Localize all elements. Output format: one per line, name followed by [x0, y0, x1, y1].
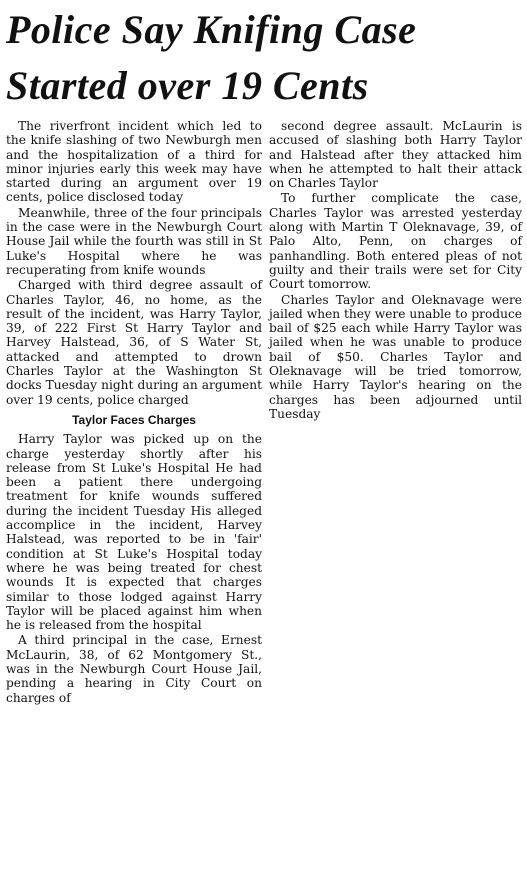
- paragraph: The riverfront incident which led to the knife slashing of two Newburgh men and the hospitalization of a third for minor injuries early this week may have started during an argument over 19 cents, police disclosed today: [6, 119, 262, 205]
- paragraph: Meanwhile, three of the four principals in the case were in the Newburgh Court House Jail while the fourth was still in St Luke's Hospital where he was recuperating from knife wounds: [6, 205, 262, 277]
- headline-line-2: Started over 19 Cents: [6, 63, 369, 108]
- article-left-column: [6, 119, 262, 706]
- paragraph: second degree assault. McLaurin is accused of slashing both Harry Taylor and Halstead after they attacked him when he attempted to halt their attack on Charles Taylor: [269, 119, 522, 191]
- paragraph: To further complicate the case, Charles Taylor was arrested yesterday along with Martin T Oleknavage, 39, of Palo Alto, Penn, on charges of panhandling. Both entered pleas of not guilty and their trails were set for City Court tomorrow.: [269, 191, 522, 292]
- headline: [6, 2, 524, 114]
- paragraph: Charged with third degree assault of Charles Taylor, 46, no home, as the result of the incident, was Harry Taylor, 39, of 222 First St Harry Taylor and Harvey Halstead, 36, of S Water St, attacked and attempted to drown Charles Taylor at the Washington St docks Tuesday night during an argument over 19 cents, police charged: [6, 278, 262, 407]
- paragraph: Harry Taylor was picked up on the charge yesterday shortly after his release from St Luke's Hospital He had been a patient there undergoing treatment for knife wounds suffered during the incident Tuesday His alleged accomplice in the incident, Harvey Halstead, was reported to be in 'fair' condition at St Luke's Hospital today where he was being treated for chest wounds It is expected that charges similar to those lodged against Harry Taylor will be placed against him when he is released from the hospital: [6, 432, 262, 633]
- paragraph: Charles Taylor and Oleknavage were jailed when they were unable to produce bail of $25 each while Harry Taylor was jailed when he was unable to produce bail of $50. Charles Taylor and Oleknavage will be tried tomorrow, while Harry Taylor's hearing on the charges has been adjourned until Tuesday: [269, 292, 522, 421]
- subhead: Taylor Faces Charges: [72, 412, 196, 427]
- headline-line-1: Police Say Knifing Case: [6, 7, 417, 52]
- article-right-column: [269, 119, 522, 422]
- paragraph: A third principal in the case, Ernest McLaurin, 38, of 62 Montgomery St., was in the Newburgh Court House Jail, pending a hearing in City Court on charges of: [6, 633, 262, 705]
